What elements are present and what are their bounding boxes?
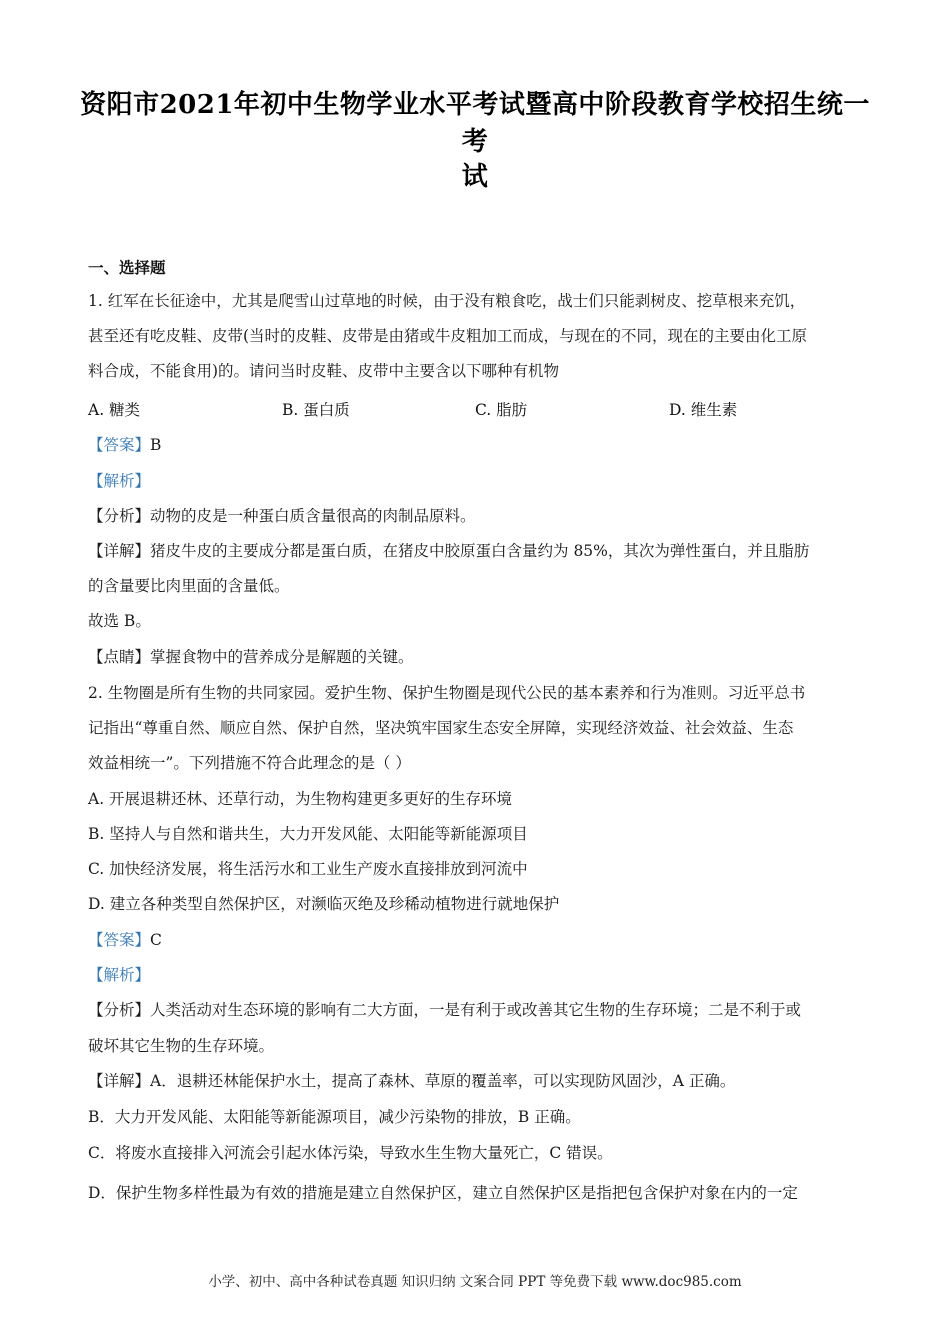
analysis-tag: 【解析】 xyxy=(88,966,151,984)
fenxi-tag: 【分析】 xyxy=(88,507,151,525)
q1-detail-line-1 xyxy=(88,541,868,561)
q2-stem-line-1: 2. 生物圈是所有生物的共同家园。爱护生物、保护生物圈是现代公民的基本素养和行为准则。习近平总书 xyxy=(88,684,806,702)
dianjing-text: 掌握食物中的营养成分是解题的关键。 xyxy=(150,648,414,666)
analysis-tag: 【解析】 xyxy=(88,472,151,490)
q2-option-d: D. 建立各种类型自然保护区，对濒临灭绝及珍稀动植物进行就地保护 xyxy=(88,895,560,913)
detail-text: 猪皮牛皮的主要成分都是蛋白质，在猪皮中胶原蛋白含量约为 85%，其次为弹性蛋白，并且脂肪 xyxy=(150,542,810,560)
q2-option-b: B. 坚持人与自然和谐共生，大力开发风能、太阳能等新能源项目 xyxy=(88,825,528,843)
fenxi-text: 动物的皮是一种蛋白质含量很高的肉制品原料。 xyxy=(150,507,476,525)
q2-answer xyxy=(88,930,868,950)
page-footer: 小学、初中、高中各种试卷真题 知识归纳 文案合同 PPT 等免费下载 www.doc985.com xyxy=(208,1274,742,1290)
detail-text: A．退耕还林能保护水土，提高了森林、草原的覆盖率，可以实现防风固沙，A 正确。 xyxy=(150,1072,736,1090)
q2-detail-line-3: C．将废水直接排入河流会引起水体污染，导致水生生物大量死亡，C 错误。 xyxy=(88,1144,613,1162)
q2-fenxi-line-2: 破坏其它生物的生存环境。 xyxy=(88,1037,275,1055)
q1-analysis-tag xyxy=(88,471,868,491)
fenxi-text: 人类活动对生态环境的影响有二大方面，一是有利于或改善其它生物的生存环境；二是不利于或 xyxy=(150,1001,802,1019)
q2-stem-line-2: 记指出“尊重自然、顺应自然、保护自然，坚决筑牢国家生态安全屏障，实现经济效益、社会效益、生态 xyxy=(88,719,794,737)
q1-choose: 故选 B。 xyxy=(88,612,151,630)
section-heading: 一、选择题 xyxy=(88,259,166,277)
q2-detail-line-1 xyxy=(88,1071,868,1091)
q2-option-c: C. 加快经济发展，将生活污水和工业生产废水直接排放到河流中 xyxy=(88,860,528,878)
answer-value: B xyxy=(150,436,162,454)
q1-stem-line-1: 1. 红军在长征途中，尤其是爬雪山过草地的时候，由于没有粮食吃，战士们只能剥树皮、挖草根来充饥， xyxy=(88,292,806,310)
answer-tag: 【答案】 xyxy=(88,931,151,949)
q1-stem-line-3: 料合成，不能食用)的。请问当时皮鞋、皮带中主要含以下哪种有机物 xyxy=(88,362,560,380)
q1-option-d: D. 维生素 xyxy=(669,401,738,419)
q2-analysis-tag xyxy=(88,965,868,985)
q2-detail-line-2: B．大力开发风能、太阳能等新能源项目，减少污染物的排放，B 正确。 xyxy=(88,1108,581,1126)
q1-stem-line-2: 甚至还有吃皮鞋、皮带(当时的皮鞋、皮带是由猪或牛皮粗加工而成，与现在的不同，现在的主要由化工原 xyxy=(88,327,808,345)
q1-fenxi xyxy=(88,506,868,526)
q2-detail-line-4: D．保护生物多样性最为有效的措施是建立自然保护区，建立自然保护区是指把包含保护对象在内的一定 xyxy=(88,1184,798,1202)
exam-title-line-1: 资阳市2021年初中生物学业水平考试暨高中阶段教育学校招生统一考 xyxy=(80,90,870,157)
answer-value: C xyxy=(150,931,162,949)
q2-stem-line-3: 效益相统一”。下列措施不符合此理念的是（ ） xyxy=(88,754,411,772)
q1-dianjing xyxy=(88,647,868,667)
q1-option-a: A. 糖类 xyxy=(88,401,141,419)
q2-option-a: A. 开展退耕还林、还草行动，为生物构建更多更好的生存环境 xyxy=(88,790,513,808)
answer-tag: 【答案】 xyxy=(88,436,151,454)
exam-title-line-2: 试 xyxy=(461,162,489,192)
q1-option-b: B. 蛋白质 xyxy=(282,401,350,419)
q2-fenxi-line-1 xyxy=(88,1000,868,1020)
q1-option-c: C. 脂肪 xyxy=(475,401,528,419)
q1-detail-line-2: 的含量要比肉里面的含量低。 xyxy=(88,577,290,595)
q1-answer xyxy=(88,435,868,455)
detail-tag: 【详解】 xyxy=(88,542,151,560)
detail-tag: 【详解】 xyxy=(88,1072,151,1090)
dianjing-tag: 【点睛】 xyxy=(88,648,151,666)
fenxi-tag: 【分析】 xyxy=(88,1001,151,1019)
